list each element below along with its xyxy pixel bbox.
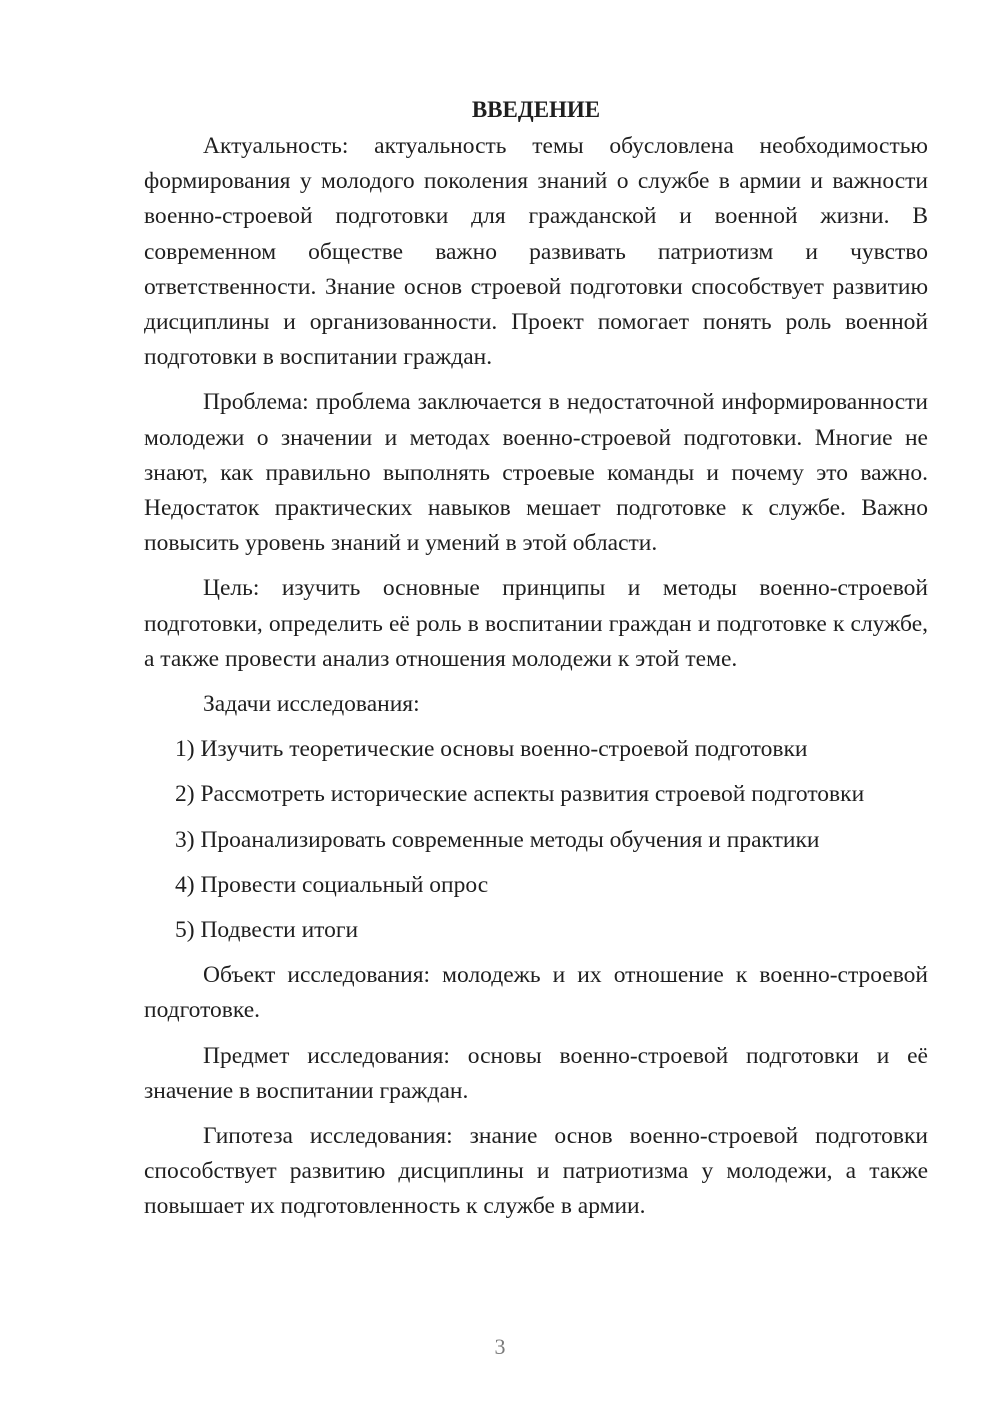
task-item-4: 4) Провести социальный опрос bbox=[175, 871, 489, 898]
paragraph-object: Объект исследования: молодежь и их отношение к военно-строевой подготовке. bbox=[144, 962, 928, 1024]
tasks-heading: Задачи исследования: bbox=[203, 691, 420, 718]
paragraph-subject: Предмет исследования: основы военно-строевой подготовки и её значение в воспитании граждан. bbox=[144, 1042, 928, 1104]
page-content bbox=[144, 92, 928, 1235]
paragraph-goal: Цель: изучить основные принципы и методы военно-строевой подготовки, определить её роль в воспитании граждан и подготовке к службе, а также провести анализ отношения молодежи к этой теме. bbox=[144, 575, 928, 672]
page-number: 3 bbox=[494, 1334, 506, 1359]
section-title: ВВЕДЕНИЕ bbox=[471, 97, 601, 122]
paragraph-relevance: Актуальность: актуальность темы обусловлена необходимостью формирования у молодого поколения знаний о службе в армии и важности военно-строевой подготовки для гражданской и военной жизни. В современном обществе важно развивать патриотизм и чувство ответственности. Знание основ строевой подготовки способствует развитию дисциплины и организованности. Проект помогает понять роль военной подготовки в воспитании граждан. bbox=[144, 133, 928, 371]
task-item-3: 3) Проанализировать современные методы обучения и практики bbox=[175, 826, 820, 853]
task-item-5: 5) Подвести итоги bbox=[175, 917, 359, 944]
tasks-list bbox=[144, 732, 928, 948]
task-item-1: 1) Изучить теоретические основы военно-строевой подготовки bbox=[175, 736, 808, 763]
task-item-2: 2) Рассмотреть исторические аспекты развития строевой подготовки bbox=[175, 781, 865, 808]
paragraph-problem: Проблема: проблема заключается в недостаточной информированности молодежи о значении и методах военно-строевой подготовки. Многие не знают, как правильно выполнять строевые команды и почему это важно. Недостаток практических навыков мешает подготовке к службе. Важно повысить уровень знаний и умений в этой области. bbox=[144, 389, 928, 557]
paragraph-hypothesis: Гипотеза исследования: знание основ военно-строевой подготовки способствует развитию дисциплины и патриотизма у молодежи, а также повышает их подготовленность к службе в армии. bbox=[144, 1123, 928, 1220]
